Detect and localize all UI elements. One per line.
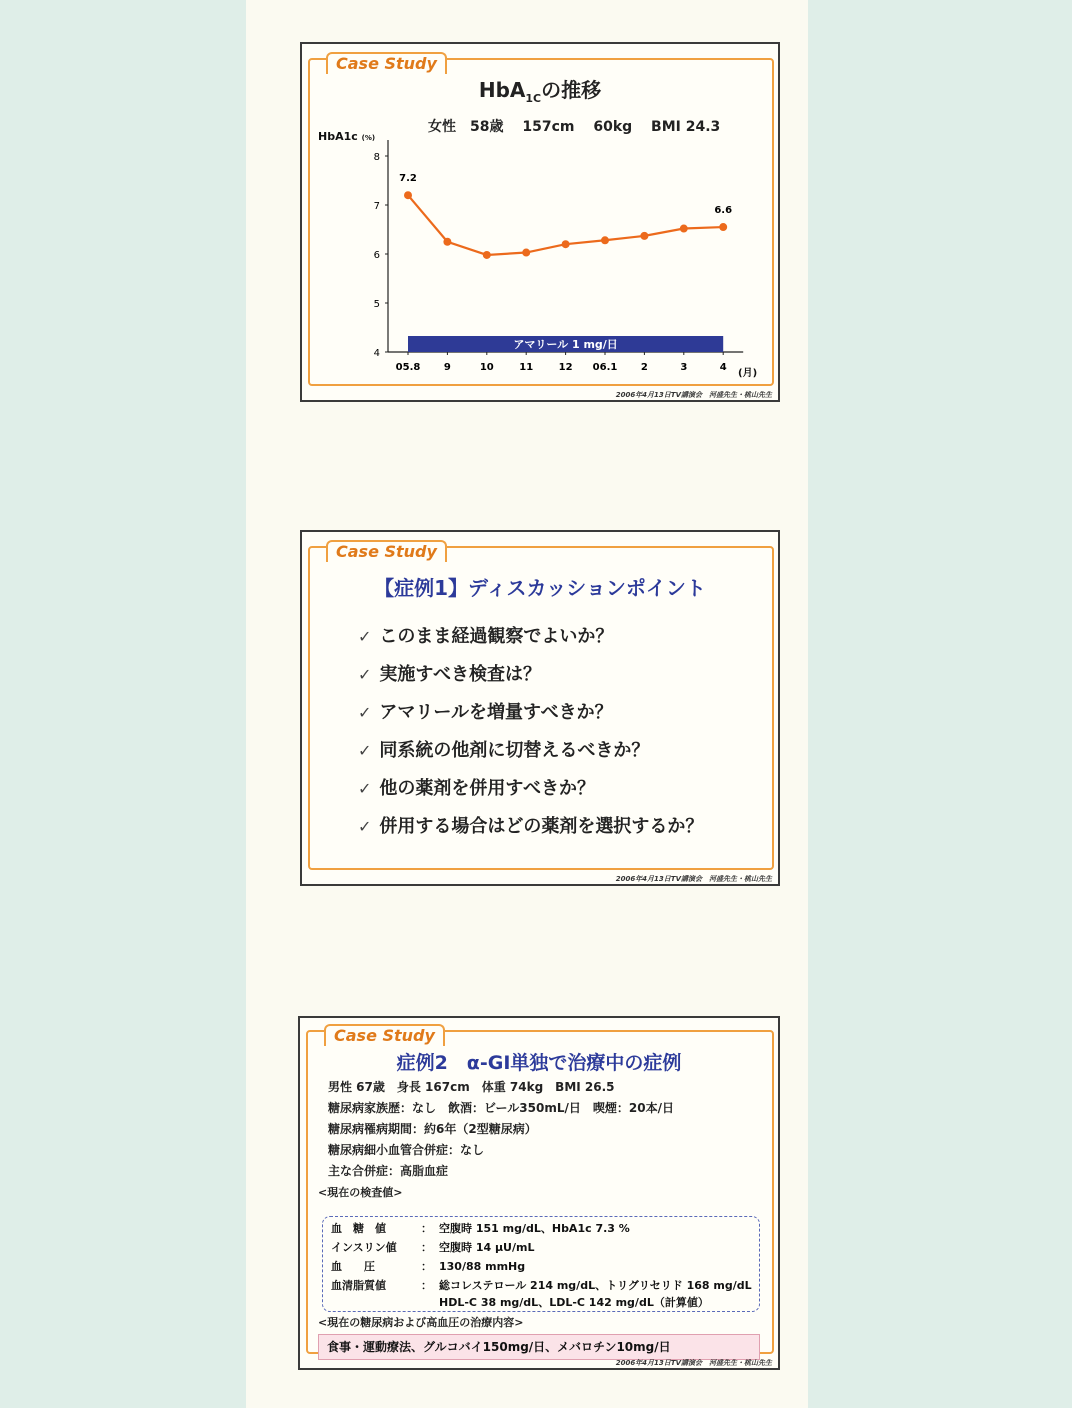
lab-section-header: <現在の検査値>: [318, 1186, 403, 1199]
list-item: ✓ アマリールを増量すべきか？: [358, 702, 613, 723]
history-line: 主な合併症：高脂血症: [328, 1164, 449, 1178]
data-point: [719, 223, 727, 231]
checkmark-icon: ✓: [358, 703, 372, 722]
hba1c-line-chart: [302, 44, 778, 394]
case-study-tag: Case Study: [324, 1024, 445, 1046]
slide-footer: 2006年4月13日TV講演会 河盛先生・桃山先生: [615, 1359, 772, 1367]
lab-row: 血 圧 ： 130/88 mmHg: [331, 1260, 526, 1273]
slide-discussion-points: [300, 530, 780, 886]
slide-footer: 2006年4月13日TV講演会 河盛先生・桃山先生: [615, 391, 772, 399]
checkmark-icon: ✓: [358, 817, 372, 836]
x-tick-label: 05.8: [395, 362, 421, 373]
treatment-section-header: <現在の糖尿病および高血圧の治療内容>: [318, 1316, 524, 1329]
data-point: [483, 251, 491, 259]
x-tick-label: 4: [719, 362, 727, 373]
checkmark-icon: ✓: [358, 627, 372, 646]
x-tick-label: 11: [519, 362, 534, 373]
lab-row: インスリン値 ： 空腹時 14 μU/mL: [331, 1241, 535, 1254]
data-point: [640, 232, 648, 240]
patient-info: 女性 58歳 157cm 60kg BMI 24.3: [428, 119, 721, 135]
chart-title: HbA$_{1C}$の推移: [478, 78, 602, 105]
checkmark-icon: ✓: [358, 779, 372, 798]
y-tick-label: 4: [373, 348, 380, 359]
checkmark-icon: ✓: [358, 665, 372, 684]
x-tick-label: 9: [443, 362, 451, 373]
x-tick-label: 12: [558, 362, 573, 373]
history-line: 糖尿病罹病期間：約6年（2型糖尿病）: [328, 1122, 537, 1136]
data-point: [680, 225, 688, 233]
medication-bar-label: アマリール 1 mg/日: [513, 338, 618, 351]
treatment-box: 食事・運動療法、グルコバイ150mg/日、メバロチン10mg/日: [318, 1334, 760, 1360]
lab-row: HDL-C 38 mg/dL、LDL-C 142 mg/dL（計算値）: [439, 1296, 709, 1309]
data-point: [443, 238, 451, 246]
x-tick-label: 2: [640, 362, 648, 373]
history-line: 糖尿病家族歴：なし 飲酒：ビール350mL/日 喫煙：20本/日: [328, 1101, 674, 1115]
list-item: ✓ 併用する場合はどの薬剤を選択するか？: [358, 816, 704, 837]
discussion-title: 【症例1】ディスカッションポイント: [374, 576, 706, 600]
data-point: [404, 191, 412, 199]
list-item: ✓ 同系統の他剤に切替えるべきか？: [358, 740, 650, 761]
data-label: 6.6: [714, 205, 733, 217]
list-item: ✓ 他の薬剤を併用すべきか？: [358, 778, 596, 799]
list-item: ✓ このまま経過観察でよいか？: [358, 626, 614, 647]
history-line: 糖尿病細小血管合併症：なし: [328, 1143, 485, 1157]
discussion-list: [358, 618, 703, 846]
patient-profile: 男性 67歳 身長 167cm 体重 74kg BMI 26.5: [328, 1080, 615, 1094]
x-tick-label: 3: [680, 362, 688, 373]
case-study-tag: Case Study: [326, 52, 447, 74]
slide-case2: [298, 1016, 780, 1370]
case-study-tag: Case Study: [326, 540, 447, 562]
lab-row: 血 糖 値 ： 空腹時 151 mg/dL、HbA1c 7.3 %: [331, 1222, 630, 1235]
x-tick-label: 10: [479, 362, 494, 373]
y-tick-label: 5: [373, 299, 380, 310]
lab-row: 血清脂質値 ： 総コレステロール 214 mg/dL、トリグリセリド 168 mg/dL: [331, 1279, 752, 1292]
data-point: [562, 240, 570, 248]
y-tick-label: 6: [373, 250, 380, 261]
y-tick-label: 8: [373, 152, 380, 163]
slide-footer: 2006年4月13日TV講演会 河盛先生・桃山先生: [615, 875, 772, 883]
lab-values-box: [322, 1216, 760, 1312]
x-tick-label: 06.1: [592, 362, 618, 373]
y-axis-label: HbA1c (%): [318, 130, 376, 143]
data-point: [601, 236, 609, 244]
case2-title: 症例2 α-GI単独で治療中の症例: [396, 1052, 682, 1074]
data-label: 7.2: [399, 173, 417, 185]
x-axis-unit: (月): [738, 368, 758, 379]
data-point: [522, 249, 530, 257]
checkmark-icon: ✓: [358, 741, 372, 760]
y-tick-label: 7: [373, 201, 380, 212]
list-item: ✓ 実施すべき検査は？: [358, 664, 542, 685]
slide-hba1c-trend: [300, 42, 780, 402]
